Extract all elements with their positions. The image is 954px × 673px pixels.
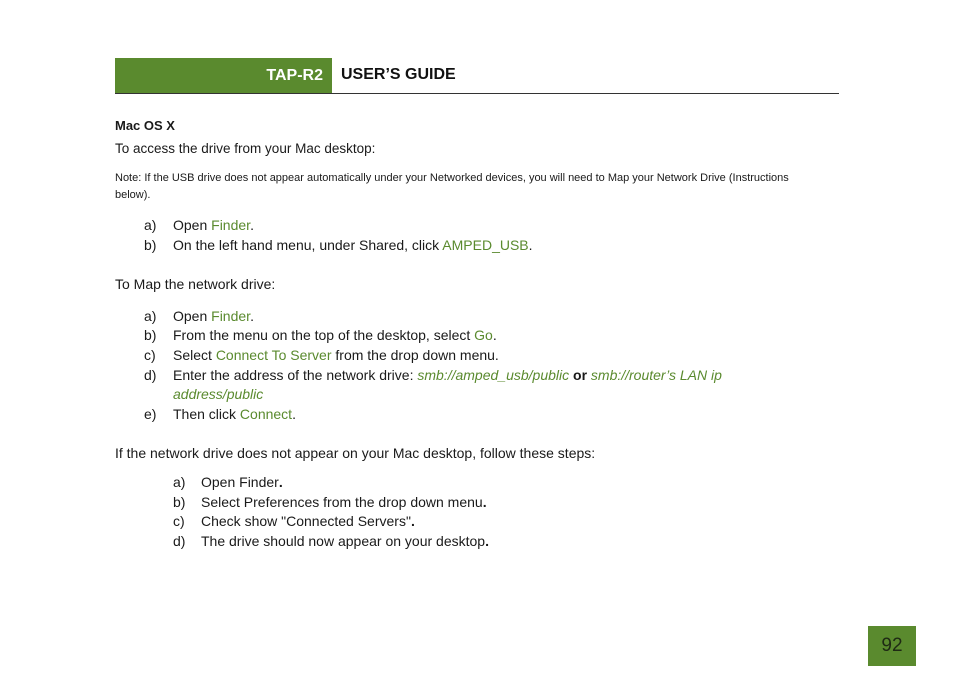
map-intro: To Map the network drive: xyxy=(115,276,276,292)
list-item: b) From the menu on the top of the desktop, select Go. xyxy=(144,327,497,343)
list-item: b) On the left hand menu, under Shared, click AMPED_USB. xyxy=(144,237,533,253)
list-item: c) Select Connect To Server from the drop down menu. xyxy=(144,347,499,363)
connect-to-server-link[interactable]: Connect To Server xyxy=(215,347,332,363)
list-item: a) Open Finder. xyxy=(173,474,283,490)
finder-link[interactable]: Finder xyxy=(211,217,251,233)
section-intro: To access the drive from your Mac desktop: xyxy=(115,141,376,156)
list-item: a) Open Finder. xyxy=(144,308,254,324)
connect-link[interactable]: Connect xyxy=(239,406,293,422)
list-item: b) Select Preferences from the drop down menu. xyxy=(173,494,487,510)
smb-address-router-cont: address/public xyxy=(173,386,264,402)
header-title: USER’S GUIDE xyxy=(341,66,456,83)
section-heading: Mac OS X xyxy=(115,118,175,133)
note-text: Note: If the USB drive does not appear automatically under your Networked devices, you will need to Map your Network Drive (Instructions below). xyxy=(115,172,789,201)
header-band xyxy=(115,58,332,94)
go-menu-link[interactable]: Go xyxy=(474,327,493,343)
list-item: d) The drive should now appear on your desktop. xyxy=(173,533,489,549)
finder-link[interactable]: Finder xyxy=(211,308,251,324)
amped-usb-link[interactable]: AMPED_USB xyxy=(442,237,529,253)
list-item: d) Enter the address of the network drive: smb://amped_usb/public or smb://router’s LAN ip xyxy=(144,367,722,383)
smb-address-router: smb://router’s LAN ip xyxy=(590,367,722,383)
list-item: a) Open Finder. xyxy=(144,217,254,233)
fallback-intro: If the network drive does not appear on your Mac desktop, follow these steps: xyxy=(115,445,596,461)
list-item: c) Check show "Connected Servers". xyxy=(173,513,415,529)
page-number: 92 xyxy=(868,626,916,666)
smb-address-amped: smb://amped_usb/public xyxy=(417,367,570,383)
header-model: TAP-R2 xyxy=(266,67,323,84)
list-item: e) Then click Connect. xyxy=(144,406,296,422)
header-divider xyxy=(115,93,839,94)
